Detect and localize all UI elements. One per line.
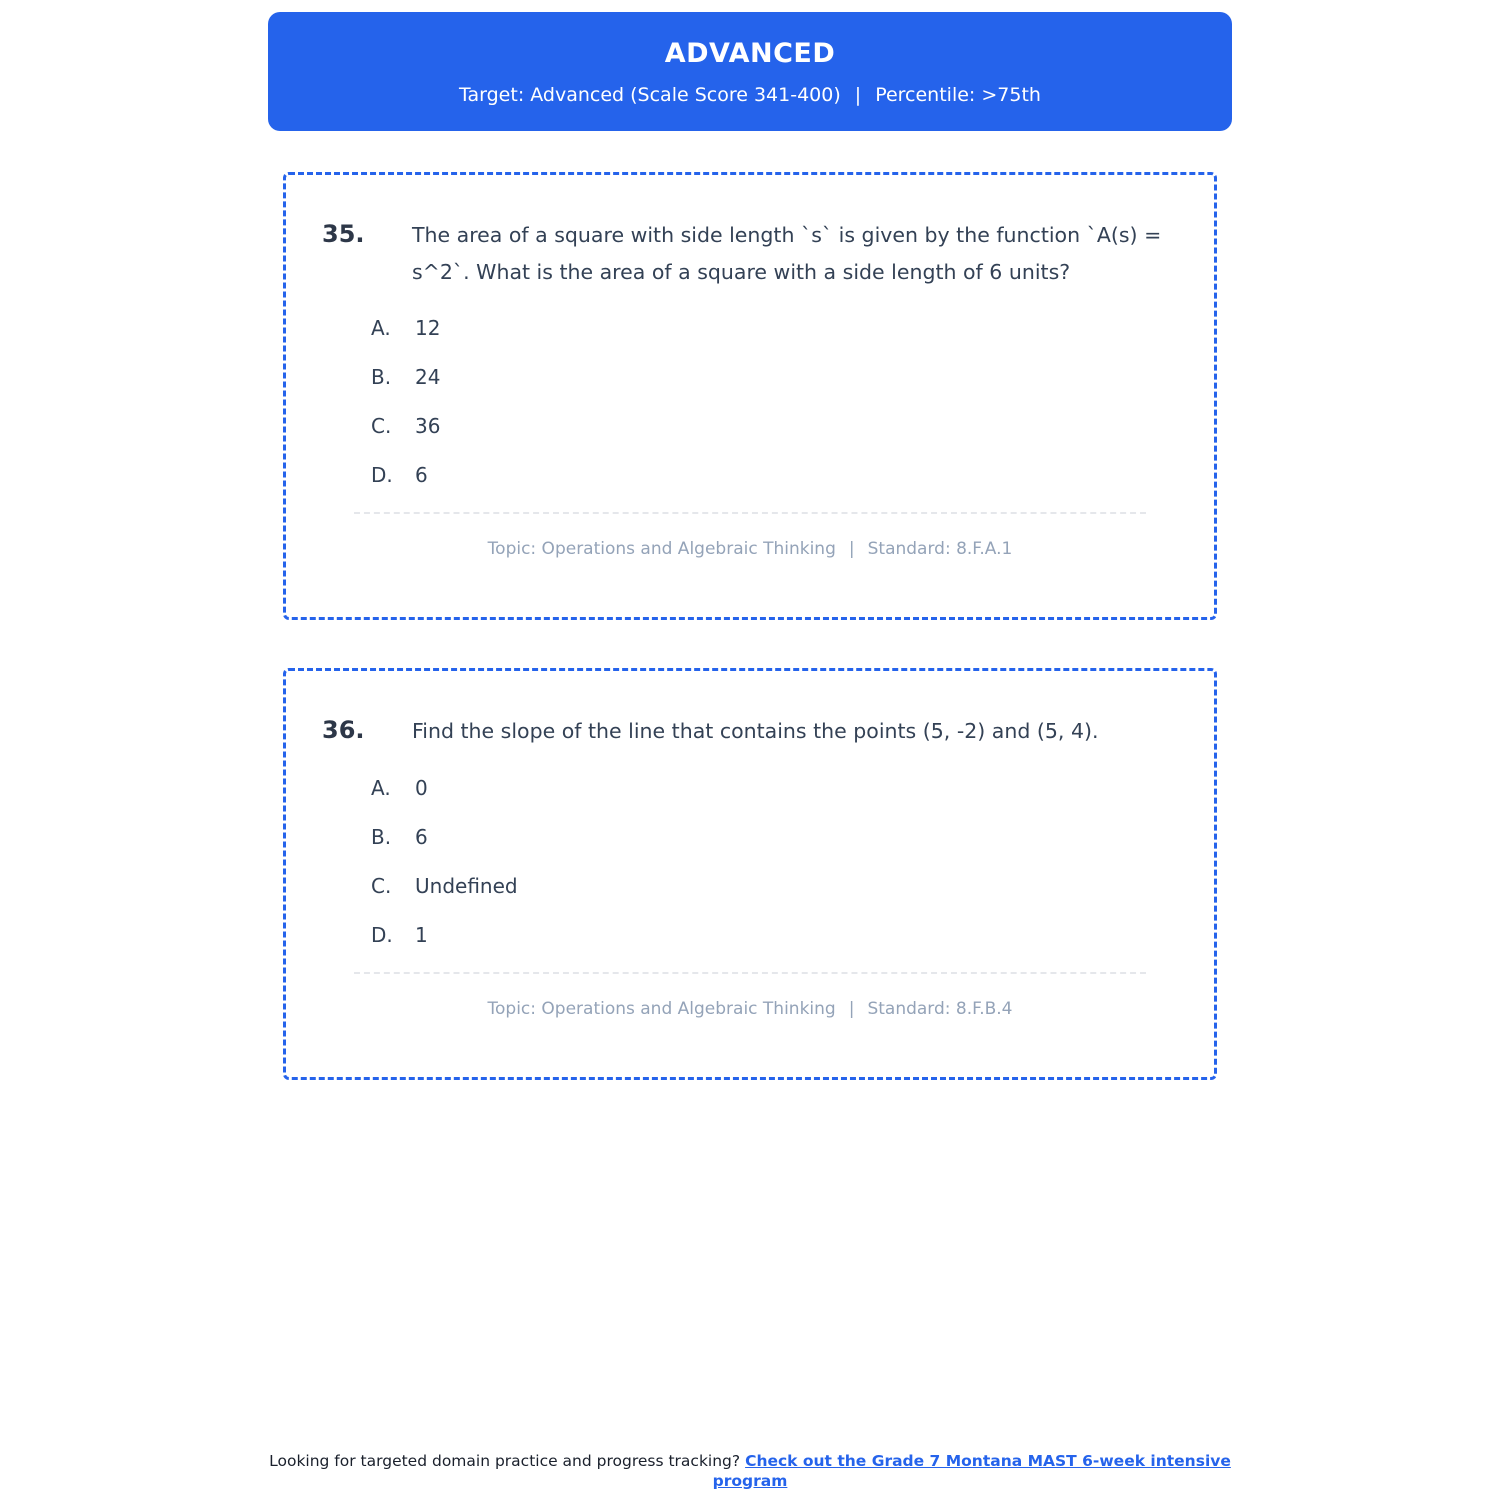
option-letter: D. bbox=[371, 463, 393, 488]
question-number: 35. bbox=[322, 219, 365, 248]
answer-option-b[interactable] bbox=[371, 365, 1178, 389]
promo-footer bbox=[268, 1452, 1233, 1491]
promo-text: Looking for targeted domain practice and progress tracking? bbox=[269, 1452, 746, 1471]
meta-divider-line bbox=[354, 972, 1146, 974]
subtitle-divider: | bbox=[854, 83, 862, 106]
meta-divider: | bbox=[848, 539, 855, 560]
answer-option-d[interactable] bbox=[371, 463, 1178, 487]
question-card-36 bbox=[283, 668, 1217, 1080]
answer-option-d[interactable] bbox=[371, 923, 1178, 947]
question-text: Find the slope of the line that contains the points (5, -2) and (5, 4). bbox=[412, 718, 1099, 743]
percentile: Percentile: >75th bbox=[875, 83, 1041, 106]
meta-divider-line bbox=[354, 512, 1146, 514]
option-text: 24 bbox=[415, 365, 441, 390]
option-letter: D. bbox=[371, 922, 393, 947]
question-meta bbox=[322, 539, 1178, 559]
option-text: 1 bbox=[415, 922, 428, 947]
meta-divider: | bbox=[848, 998, 855, 1019]
level-subtitle bbox=[288, 84, 1212, 106]
topic-label: Topic: Operations and Algebraic Thinking bbox=[487, 539, 836, 560]
level-banner bbox=[268, 12, 1232, 131]
question-card-35 bbox=[283, 172, 1217, 620]
option-text: 12 bbox=[415, 316, 441, 341]
topic-label: Topic: Operations and Algebraic Thinking bbox=[487, 998, 836, 1019]
question-number: 36. bbox=[322, 715, 365, 744]
answer-option-c[interactable] bbox=[371, 874, 1178, 898]
answer-option-a[interactable] bbox=[371, 316, 1178, 340]
option-letter: B. bbox=[371, 365, 392, 390]
question-text: The area of a square with side length `s` is given by the function `A(s) = s^2`. What is the area of a square with a side length of 6 units? bbox=[412, 222, 1162, 284]
question-meta bbox=[322, 999, 1178, 1019]
option-letter: B. bbox=[371, 824, 392, 849]
option-text: 6 bbox=[415, 463, 428, 488]
answer-option-b[interactable] bbox=[371, 825, 1178, 849]
standard-label: Standard: 8.F.A.1 bbox=[867, 539, 1013, 560]
level-title: ADVANCED bbox=[664, 38, 836, 69]
question-row bbox=[322, 713, 1178, 750]
option-letter: C. bbox=[371, 414, 392, 439]
target-scale-score: Target: Advanced (Scale Score 341-400) bbox=[459, 83, 841, 106]
answer-options bbox=[371, 776, 1178, 947]
option-text: 0 bbox=[415, 775, 428, 800]
option-letter: A. bbox=[371, 316, 391, 341]
question-row bbox=[322, 217, 1178, 291]
answer-option-a[interactable] bbox=[371, 776, 1178, 800]
option-letter: A. bbox=[371, 775, 391, 800]
option-text: 6 bbox=[415, 824, 428, 849]
option-letter: C. bbox=[371, 873, 392, 898]
standard-label: Standard: 8.F.B.4 bbox=[867, 998, 1013, 1019]
promo-link[interactable]: Check out the Grade 7 Montana MAST 6-week intensive program bbox=[712, 1452, 1231, 1490]
option-text: 36 bbox=[415, 414, 441, 439]
answer-option-c[interactable] bbox=[371, 414, 1178, 438]
answer-options bbox=[371, 316, 1178, 487]
option-text: Undefined bbox=[415, 873, 518, 898]
